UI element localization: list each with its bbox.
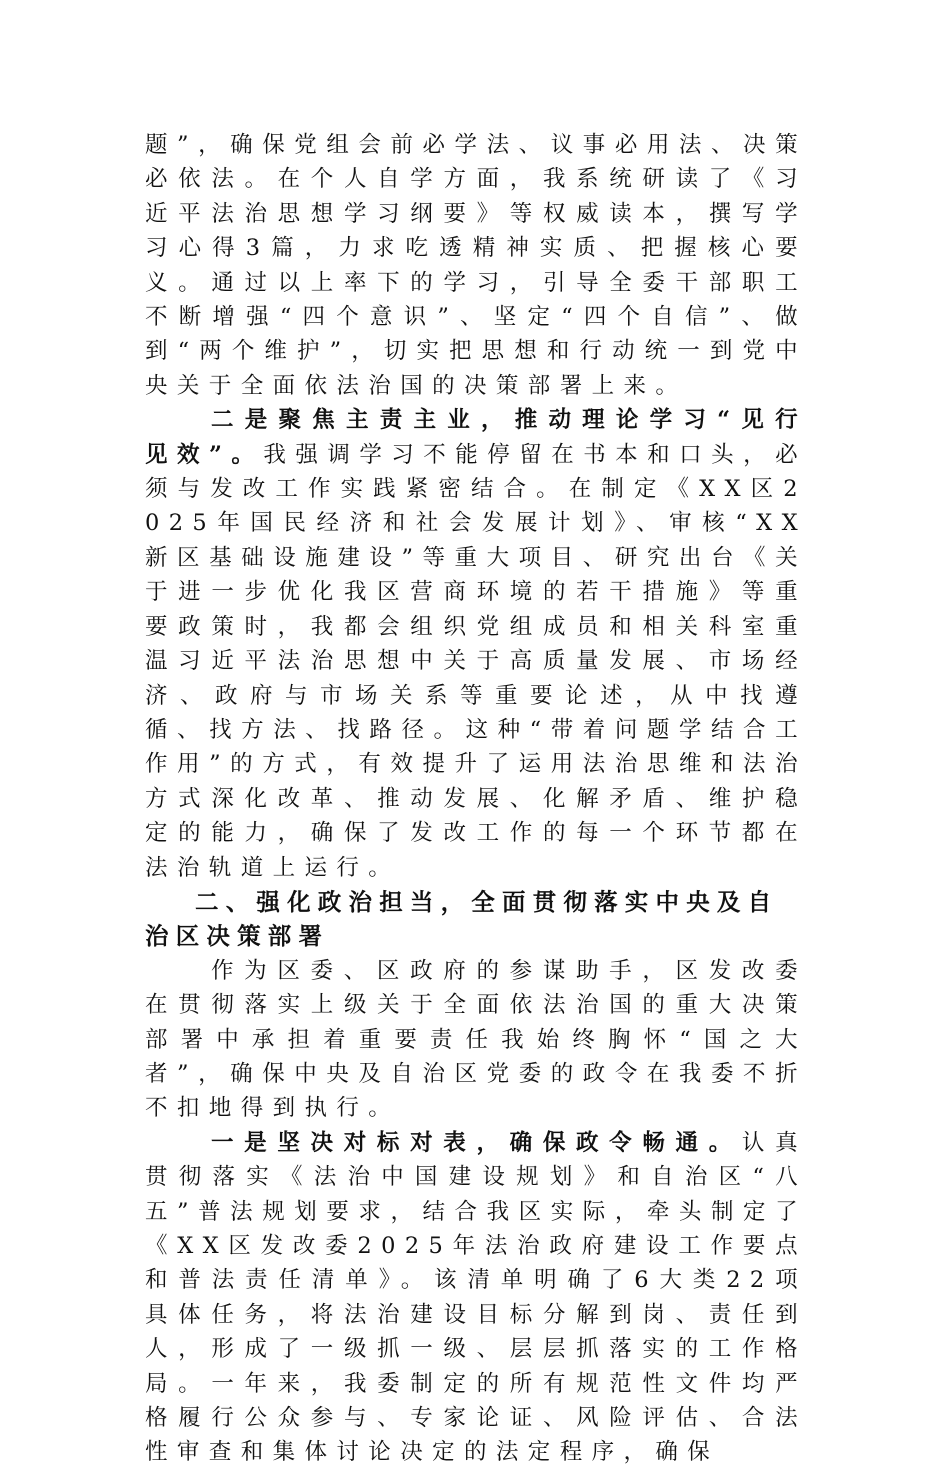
paragraph-lead-bold: 二是聚焦主责主业，推动理论学习“见行见效”。 (145, 407, 807, 468)
paragraph-focus-main-duty (145, 403, 807, 885)
paragraph-text: 认真贯彻落实《法治中国建设规划》和自治区“八五”普法规划要求，结合我区实际，牵头制定了《XX区发改委2025年法治政府建设工作要点和普法责任清单》。该清单明确了6大类22项具体任务，将法治建设目标分解到岗、责任到人，形成了一级抓一级、层层抓落实的工作格局。一年来，我委制定的所有规范性文件均严格履行公众参与、专家论证、风险评估、合法性审查和集体讨论决定的法定程序，确保 (145, 1129, 807, 1466)
paragraph-text: 我强调学习不能停留在书本和口头，必须与发改工作实践紧密结合。在制定《XX区2025年国民经济和社会发展计划》、审核“XX新区基础设施建设”等重大项目、研究出台《关于进一步优化我区营商环境的若干措施》等重要政策时，我都会组织党组成员和相关科室重温习近平法治思想中关于高质量发展、市场经济、政府与市场关系等重要论述，从中找遵循、找方法、找路径。这种“带着问题学结合工作用”的方式，有效提升了运用法治思维和法治方式深化改革、推动发展、化解矛盾、维护稳定的能力，确保了发改工作的每一个环节都在法治轨道上运行。 (145, 441, 807, 881)
paragraph-lead-bold: 一是坚决对标对表，确保政令畅通。 (211, 1129, 742, 1156)
paragraph-align-targets (145, 1126, 807, 1470)
paragraph-section-intro (145, 954, 807, 1126)
section-heading-2: 二、强化政治担当，全面贯彻落实中央及自治区决策部署 (145, 887, 779, 951)
document-page (145, 128, 807, 1470)
paragraph-text: 题”，确保党组会前必学法、议事必用法、决策必依法。在个人自学方面，我系统研读了《习近平法治思想学习纲要》等权威读本，撰写学习心得3篇，力求吃透精神实质、把握核心要义。通过以上率下的学习，引导全委干部职工不断增强“四个意识”、坚定“四个自信”、做到“两个维护”，切实把思想和行动统一到党中央关于全面依法治国的决策部署上来。 (145, 132, 807, 399)
paragraph-study-summary (145, 128, 807, 403)
paragraph-text: 作为区委、区政府的参谋助手，区发改委在贯彻落实上级关于全面依法治国的重大决策部署中承担着重要责任我始终胸怀“国之大者”，确保中央及自治区党委的政令在我委不折不扣地得到执行。 (145, 957, 807, 1122)
